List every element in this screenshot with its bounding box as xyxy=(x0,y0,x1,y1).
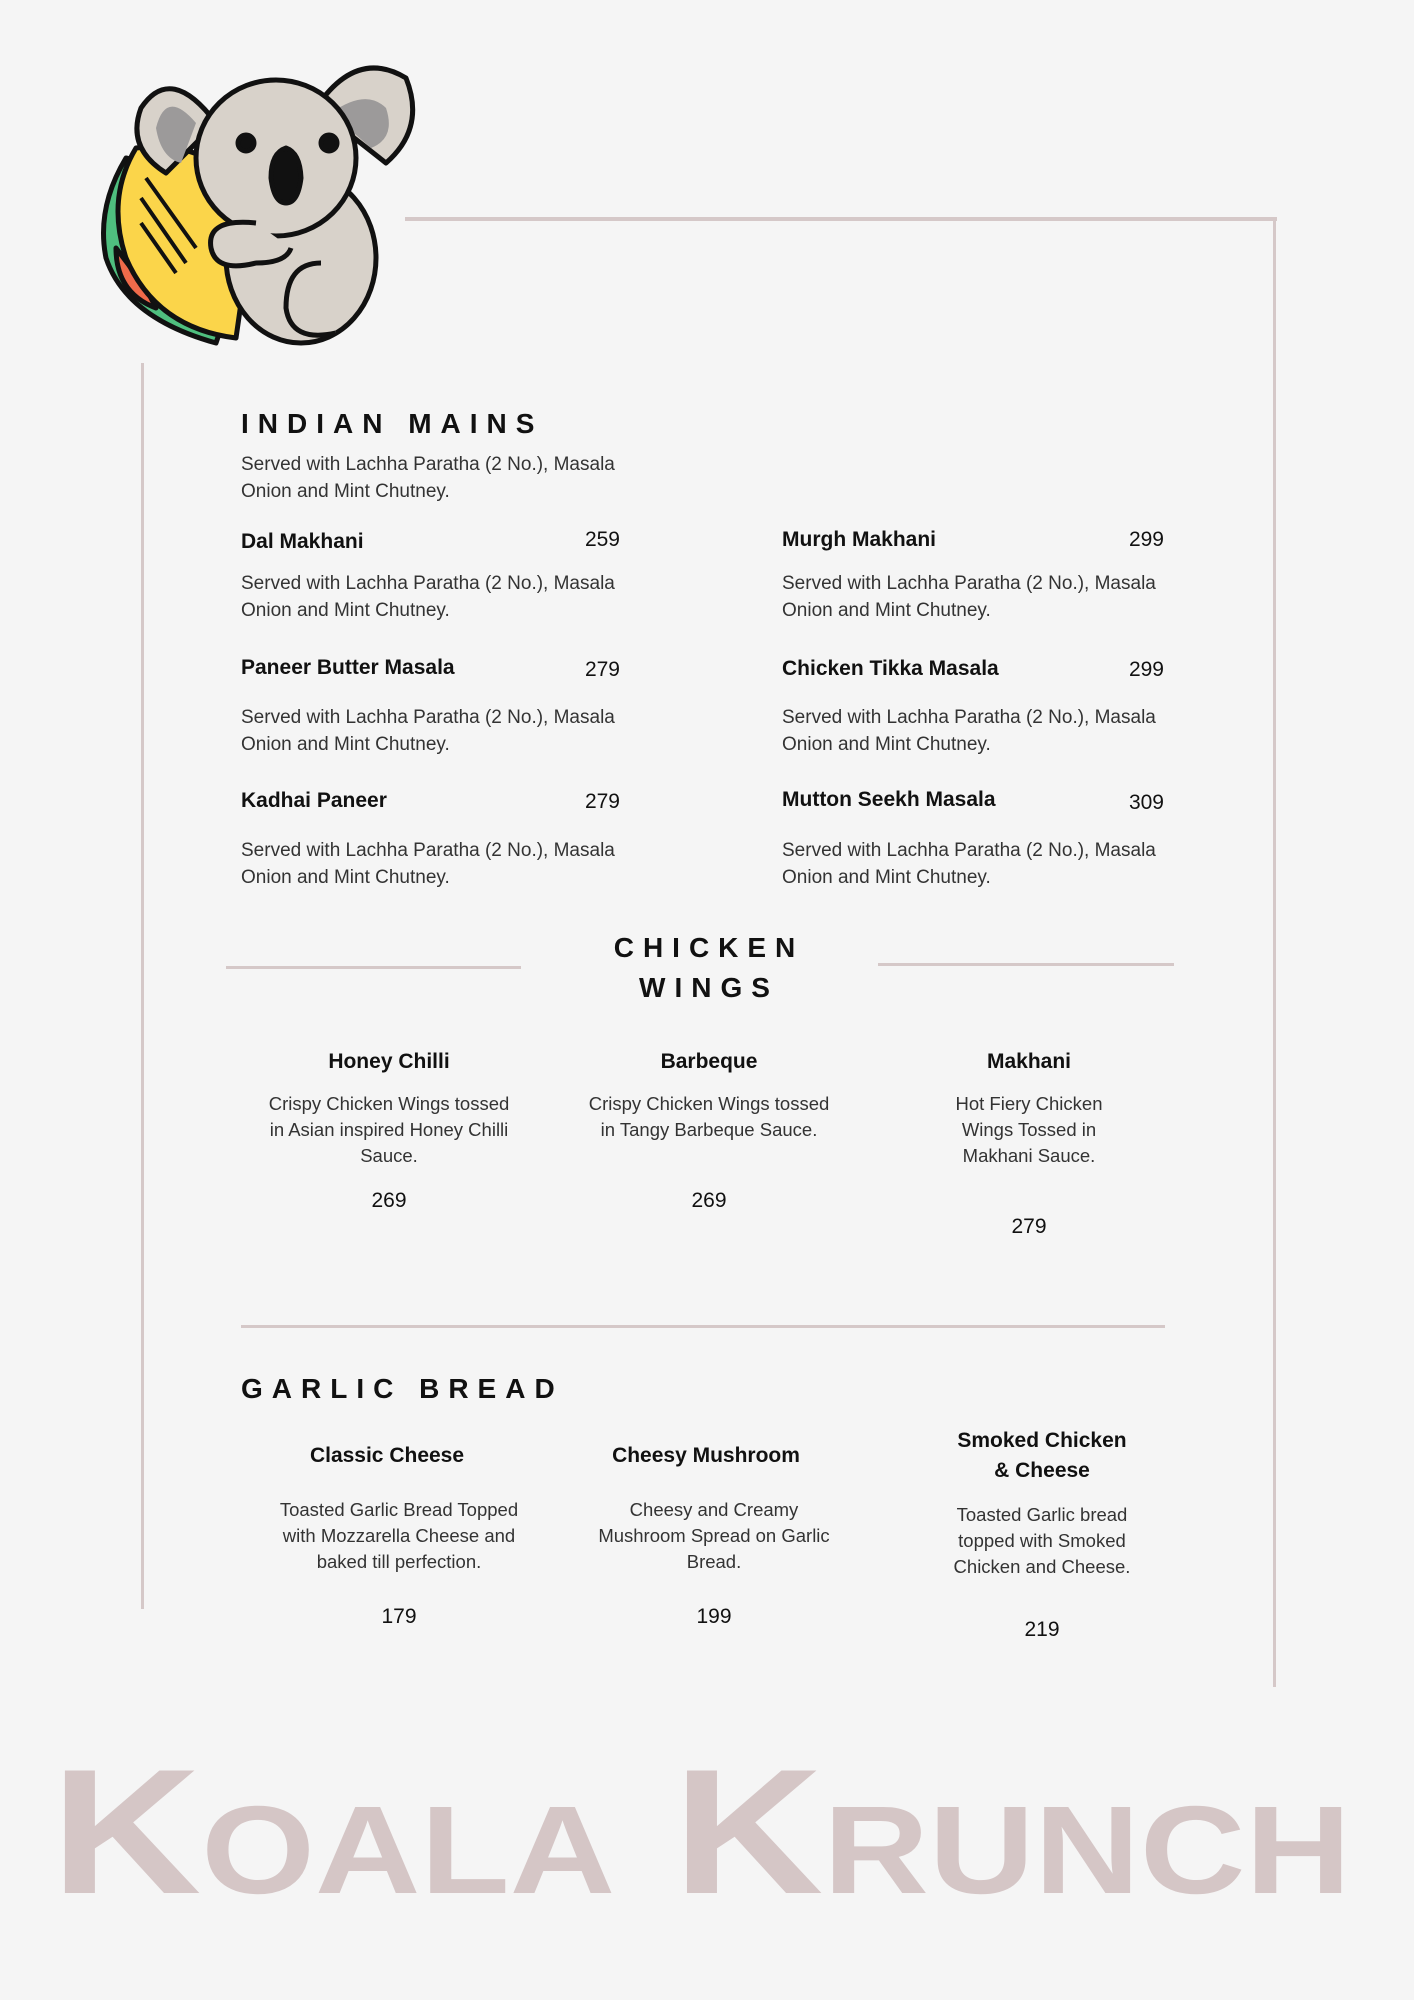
item-price: 299 xyxy=(1128,658,1164,681)
koala-logo xyxy=(86,48,431,353)
item-name: Murgh Makhani xyxy=(782,528,937,551)
frame-right-line xyxy=(1273,217,1276,1687)
menu-item xyxy=(579,1441,849,1629)
divider xyxy=(878,963,1174,966)
item-price: 299 xyxy=(1128,528,1164,551)
item-name: Chicken Tikka Masala xyxy=(782,657,999,680)
item-name: Mutton Seekh Masala xyxy=(782,788,996,811)
brand-name: Koala Krunch xyxy=(51,1732,1351,1920)
item-name: Kadhai Paneer xyxy=(241,789,387,812)
item-name: Classic Cheese xyxy=(309,1444,465,1467)
item-name: Barbeque xyxy=(660,1050,758,1073)
item-price: 279 xyxy=(1011,1215,1047,1238)
divider xyxy=(241,1325,1165,1328)
frame-left-line xyxy=(141,363,144,1609)
item-desc: Cheesy and Creamy Mushroom Spread on Garlic Bread. xyxy=(598,1499,830,1572)
section-title-indian-mains: INDIAN MAINS xyxy=(241,408,544,439)
item-price: 269 xyxy=(371,1189,407,1212)
item-desc: Toasted Garlic Bread Topped with Mozzarella Cheese and baked till perfection. xyxy=(279,1499,519,1572)
item-desc: Crispy Chicken Wings tossed in Tangy Barbeque Sauce. xyxy=(588,1093,830,1140)
item-desc: Served with Lachha Paratha (2 No.), Masala Onion and Mint Chutney. xyxy=(241,707,615,755)
frame-top-line xyxy=(405,217,1277,221)
item-price: 309 xyxy=(1128,791,1164,814)
divider xyxy=(226,966,521,969)
item-price: 219 xyxy=(1024,1618,1060,1641)
item-name: Honey Chilli xyxy=(328,1050,450,1073)
title-line: CHICKEN xyxy=(613,932,805,963)
item-desc: Crispy Chicken Wings tossed in Asian inspired Honey Chilli Sauce. xyxy=(268,1093,510,1166)
item-desc: Hot Fiery Chicken Wings Tossed in Makhani Sauce. xyxy=(955,1093,1103,1166)
item-desc: Served with Lachha Paratha (2 No.), Masala Onion and Mint Chutney. xyxy=(241,573,615,621)
item-price: 269 xyxy=(691,1189,727,1212)
menu-item xyxy=(894,1047,1164,1239)
item-name: Smoked Chicken & Cheese xyxy=(957,1429,1127,1482)
item-desc: Served with Lachha Paratha (2 No.), Masala Onion and Mint Chutney. xyxy=(782,573,1156,621)
item-price: 279 xyxy=(584,658,620,681)
item-desc: Toasted Garlic bread topped with Smoked Chicken and Cheese. xyxy=(953,1504,1131,1577)
item-price: 279 xyxy=(584,790,620,813)
item-price: 199 xyxy=(696,1605,732,1628)
section-title-chicken-wings xyxy=(554,928,864,1008)
item-price: 179 xyxy=(381,1605,417,1628)
menu-item xyxy=(574,1047,844,1213)
indian-mains-intro: Served with Lachha Paratha (2 No.), Masala Onion and Mint Chutney. xyxy=(241,454,615,502)
menu-item xyxy=(264,1441,534,1629)
section-title-garlic-bread: GARLIC BREAD xyxy=(241,1373,564,1404)
item-price: 259 xyxy=(584,528,620,551)
item-name: Makhani xyxy=(986,1050,1072,1073)
item-name: Paneer Butter Masala xyxy=(241,656,455,679)
title-line: WINGS xyxy=(639,972,779,1003)
item-name: Cheesy Mushroom xyxy=(612,1444,800,1467)
menu-item xyxy=(907,1426,1177,1642)
item-desc: Served with Lachha Paratha (2 No.), Masala Onion and Mint Chutney. xyxy=(782,707,1156,755)
brand-wordmark xyxy=(0,1720,1414,1920)
item-desc: Served with Lachha Paratha (2 No.), Masala Onion and Mint Chutney. xyxy=(241,840,615,888)
item-name: Dal Makhani xyxy=(241,530,364,553)
item-desc: Served with Lachha Paratha (2 No.), Masala Onion and Mint Chutney. xyxy=(782,840,1156,888)
menu-item xyxy=(254,1047,524,1213)
